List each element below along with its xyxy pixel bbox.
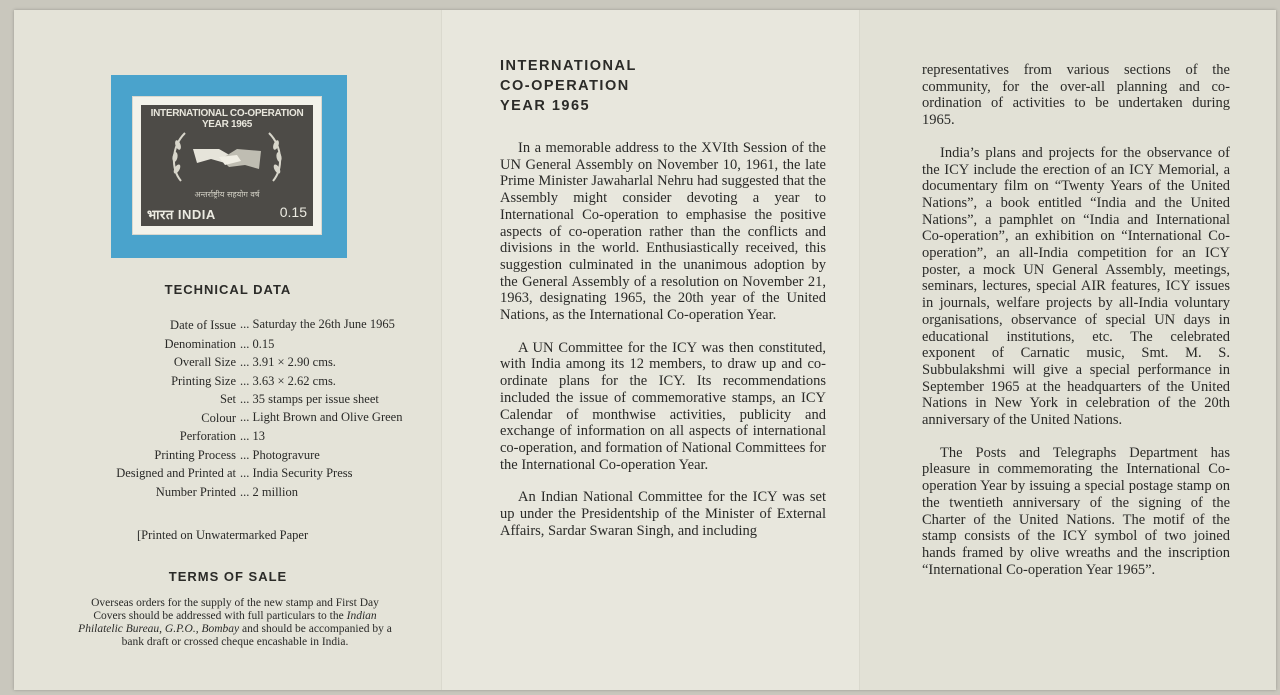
paragraph: An Indian National Committee for the ICY was set up under the Presidentship of the Minister of External Affairs, Sardar Swaran Singh, and including bbox=[500, 489, 826, 539]
spec-value: ... India Security Press bbox=[240, 466, 353, 480]
technical-data-list bbox=[14, 316, 442, 501]
paper-note: [Printed on Unwatermarked Paper bbox=[137, 528, 309, 542]
spec-row bbox=[14, 390, 442, 409]
stamp-value: 0.15 bbox=[279, 204, 307, 220]
spec-label: Number Printed bbox=[155, 484, 236, 499]
spec-value: ... 2 million bbox=[240, 484, 298, 499]
bureau-address: Indian Philatelic Bureau, G.P.O., Bombay bbox=[78, 610, 377, 635]
article-column-2 bbox=[922, 62, 1230, 594]
stamp-inscription: INTERNATIONAL CO-OPERATION YEAR 1965 bbox=[150, 108, 304, 130]
spec-row bbox=[14, 353, 442, 372]
stamp-image bbox=[141, 105, 313, 226]
spec-value: ... 3.63 × 2.62 cms. bbox=[240, 373, 336, 388]
spec-row bbox=[14, 372, 442, 391]
paragraph: A UN Committee for the ICY was then constituted, with India among its 12 members, to draw up and co-ordinate plans for the ICY. Its recommendations included the issue of commemorative stamps, an ICY Calendar of monthwise activities, publicity and exchange of information on all aspects of international co-operation, and formation of National Committees for the International Co-operation Year. bbox=[500, 339, 826, 473]
spec-row bbox=[14, 409, 442, 428]
right-panel bbox=[860, 10, 1276, 690]
spec-value: ... 3.91 × 2.90 cms. bbox=[240, 355, 336, 369]
spec-label: Overall Size bbox=[173, 355, 236, 369]
spec-label: Printing Size bbox=[171, 373, 236, 388]
stamp-frame bbox=[111, 75, 347, 258]
paragraph: The Posts and Telegraphs Department has pleasure in commemorating the International Co-operation Year by issuing a special postage stamp on the twentieth anniversary of the signing of the Charter of the United Nations. The motif of the stamp consists of the ICY symbol of two joined hands framed by olive wreaths and the inscription “International Co-operation Year 1965”. bbox=[922, 444, 1230, 578]
spec-value: ... Light Brown and Olive Green bbox=[240, 409, 403, 424]
spec-row bbox=[14, 464, 442, 483]
spec-row bbox=[14, 335, 442, 354]
terms-of-sale-title: TERMS OF SALE bbox=[168, 569, 288, 584]
spec-label: Date of Issue bbox=[170, 318, 236, 332]
paragraph: India’s plans and projects for the observance of the ICY include the erection of an ICY Memorial, a documentary film on “Twenty Years of the United Nations”, a book entitled “India and the United Nations”, a pamphlet on “India and International Co-operation”, an exhibition on “International Co-operation”, an all-India competition for an ICY poster, a mock UN General Assembly, meetings, seminars, lectures, special AIR features, ICY issues in journals, welfare projects by all-India voluntary organisations, observance of special UN days in educational institutions, etc. The celebrated exponent of Carnatic music, Smt. M. S. Subbulakshmi will give a special performance in September 1965 at the headquarters of the United Nations in New York in celebration of the 20th anniversary of the United Nations. bbox=[922, 144, 1230, 429]
postage-stamp bbox=[133, 97, 321, 234]
technical-data-title: TECHNICAL DATA bbox=[164, 282, 292, 297]
folder-sheet bbox=[14, 10, 1276, 690]
spec-value: ... 35 stamps per issue sheet bbox=[240, 392, 379, 406]
spec-label: Set bbox=[220, 392, 236, 406]
spec-row bbox=[14, 427, 442, 446]
spec-label: Perforation bbox=[179, 429, 236, 443]
spec-value: ... Photogravure bbox=[240, 447, 320, 462]
article-column-1 bbox=[500, 140, 826, 555]
spec-value: ... 13 bbox=[240, 429, 265, 443]
spec-label: Denomination bbox=[164, 336, 236, 351]
spec-label: Designed and Printed at bbox=[116, 466, 236, 480]
paragraph: representatives from various sections of the community, for the over-all planning and co-ordination of activities to be undertaken during 1965. bbox=[922, 62, 1230, 129]
stamp-hindi-text: अन्तर्राष्ट्रीय सहयोग वर्ष bbox=[194, 190, 260, 199]
terms-of-sale-text: Overseas orders for the supply of the new stamp and First Day Covers should be addressed with full particulars to the Indian Philatelic Bureau, G.P.O., Bombay and should be accompanied by a bank draft or crossed cheque encashable in India. bbox=[78, 597, 392, 648]
spec-label: Colour bbox=[201, 410, 236, 425]
spec-row bbox=[14, 316, 442, 335]
spec-row bbox=[14, 483, 442, 502]
spec-label: Printing Process bbox=[154, 447, 236, 462]
article-title: INTERNATIONAL CO-OPERATION YEAR 1965 bbox=[500, 58, 637, 114]
spec-value: ... Saturday the 26th June 1965 bbox=[240, 317, 395, 331]
left-panel bbox=[14, 10, 442, 690]
middle-panel bbox=[442, 10, 860, 690]
spec-row bbox=[14, 446, 442, 465]
stamp-country: भारत INDIA bbox=[147, 207, 216, 222]
paragraph: In a memorable address to the XVIth Session of the UN General Assembly on November 10, 1961, the late Prime Minister Jawaharlal Nehru had suggested that the Assembly might consider devoting a year to International Co-operation to emphasise the positive aspects of co-operation rather than the conflicts and divisions in the world. Enthusiastically received, this suggestion culminated in the unanimous adoption by the General Assembly of a resolution on November 21, 1963, designating 1965, the 20th year of the United Nations, as the International Co-operation Year. bbox=[500, 140, 826, 324]
spec-value: ... 0.15 bbox=[240, 336, 275, 351]
